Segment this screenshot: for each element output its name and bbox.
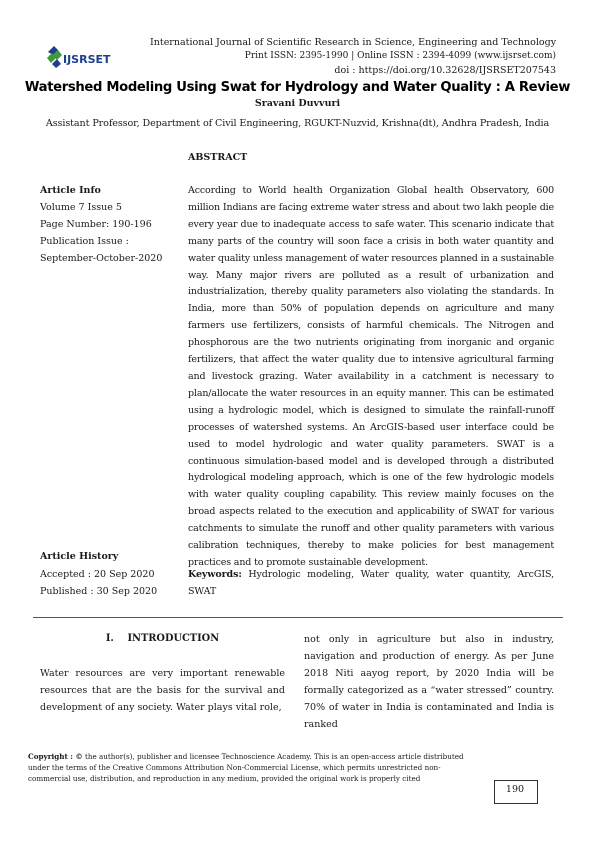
doi-line[interactable]: doi : https://doi.org/10.32628/IJSRSET207543: [334, 65, 556, 76]
journal-logo: [44, 44, 124, 70]
copyright-text-1: the author(s), publisher and licensee Technoscience Academy. This is an open-access article distributed: [82, 752, 464, 761]
copyright-line-3: commercial use, distribution, and reproduction in any medium, provided the original work is properly cited: [28, 774, 421, 783]
article-volume: Volume 7 Issue 5: [40, 202, 122, 213]
logo-mark-icon: [44, 44, 124, 70]
keywords-paragraph: [188, 566, 554, 600]
paper-title: Watershed Modeling Using Swat for Hydrology and Water Quality : A Review: [24, 80, 571, 95]
accepted-date: Accepted : 20 Sep 2020: [40, 569, 155, 580]
introduction-heading: I. INTRODUCTION: [105, 633, 220, 644]
article-pages: Page Number: 190-196: [40, 219, 152, 230]
article-info-heading: Article Info: [40, 185, 101, 196]
copyright-footer: [28, 751, 498, 784]
keywords-label: Keywords:: [188, 569, 242, 580]
page-number: 190: [505, 784, 525, 795]
author-affiliation: Assistant Professor, Department of Civil Engineering, RGUKT-Nuzvid, Krishna(dt), Andhra Pradesh, India: [45, 118, 550, 129]
journal-name: International Journal of Scientific Research in Science, Engineering and Technology: [150, 37, 557, 48]
introduction-left-column: Water resources are very important renewable resources that are the basis for the survival and development of any society. Water plays vital role,: [40, 668, 285, 713]
published-date: Published : 30 Sep 2020: [40, 586, 158, 597]
copyright-label: Copyright : ©: [28, 752, 83, 761]
publication-issue-label: Publication Issue :: [40, 236, 129, 247]
abstract-heading: ABSTRACT: [188, 152, 248, 163]
logo-text: IJSRSET: [63, 53, 111, 66]
article-history-heading: Article History: [40, 551, 119, 562]
author-name: Sravani Duvvuri: [254, 98, 341, 109]
section-divider: [33, 617, 563, 618]
introduction-right-column: not only in agriculture but also in industry, navigation and production of energy. As per June 2018 Niti aayog report, by 2020 India will be formally categorized as a “water stressed” country. 70% of water in India is contaminated and India is ranked: [304, 634, 554, 730]
issn-line: Print ISSN: 2395-1990 | Online ISSN : 2394-4099 (www.ijsrset.com): [244, 51, 556, 61]
abstract-body: According to World health Organization Global health Observatory, 600 million Indians are facing extreme water stress and about two lakh people die every year due to inadequate access to safe water. This scenario indicate that many parts of the country will soon face a crisis in both water quantity and water quality unless management of water resources planned in a sustainable way. Many major rivers are polluted as a result of urbanization and industrialization, thereby quality parameters also violating the standards. In India, more than 50% of population depends on agriculture and many farmers use fertilizers, consists of harmful chemicals. The Nitrogen and phosphorous are the two nutrients originating from inorganic and organic fertilizers, that affect the water quality due to intensive agricultural farming and livestock grazing. Water availability in a catchment is necessary to plan/allocate the water resources in an equity manner. This can be estimated using a hydrologic model, which is designed to simulate the rainfall-runoff processes of watershed systems. An ArcGIS-based user interface could be used to model hydrologic and water quality parameters. SWAT is a continuous simulation-based model and is developed through a distributed hydrological modeling approach, which is one of the few hydrologic models with water quality coupling capability. This review mainly focuses on the broad aspects related to the execution and applicability of SWAT for various catchments to simulate the runoff and other quality parameters with various calibration techniques, thereby to make policies for best management practices and to promote sustainable development.: [188, 185, 554, 568]
copyright-line-1: [28, 751, 498, 762]
keywords-list: Hydrologic modeling, Water quality, water quantity, ArcGIS, SWAT: [188, 569, 554, 597]
publication-issue: September-October-2020: [40, 253, 163, 264]
copyright-line-2: under the terms of the Creative Commons Attribution Non-Commercial License, which permits unrestricted non-: [28, 763, 441, 772]
